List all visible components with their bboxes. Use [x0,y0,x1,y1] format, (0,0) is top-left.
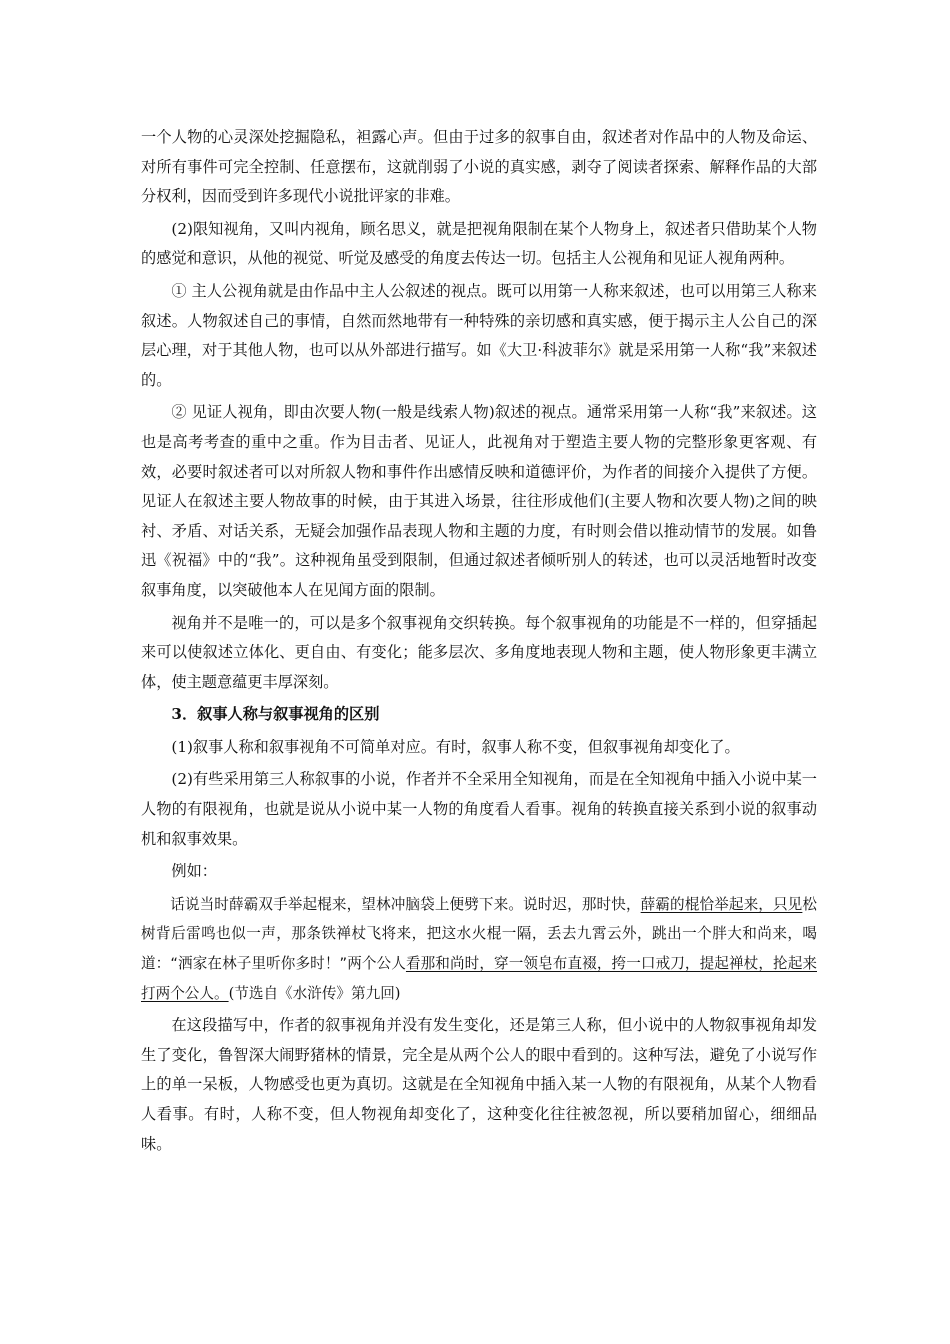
section-heading-3: 3．叙事人称与叙事视角的区别 [171,705,380,724]
paragraph-limited-view: (2)限知视角，又叫内视角，顾名思义，就是把视角限制在某个人物身上，叙述者只借助某个人物的感觉和意识，从他的视觉、听觉及感受的角度去传达一切。包括主人公视角和见证人视角两种。 [141,219,817,268]
paragraph-example-label: 例如： [171,862,217,881]
paragraph-point-2: (2)有些采用第三人称叙事的小说，作者并不全采用全知视角，而是在全知视角中插入小说中某一人物的有限视角，也就是说从小说中某一人物的角度看人看事。视角的转换直接关系到小说的叙事动机和叙事效果。 [141,770,817,848]
quote-text-1: 话说当时薛霸双手举起棍来，望林冲脑袋上便劈下来。说时迟，那时快， [170,895,641,913]
quote-underlined-2: 看那和尚时，穿一领皂布直裰，挎一口戒刀，提起禅杖，抡起来打两个公人。 [141,955,817,1002]
document-page [141,123,817,1162]
quote-source: (节选自《水浒传》第九回) [228,984,401,1002]
quote-shuihu-excerpt [141,890,817,1008]
paragraph-protagonist-view: ① 主人公视角就是由作品中主人公叙述的视点。既可以用第一人称来叙述，也可以用第三人称来叙述。人物叙述自己的事情，自然而然地带有一种特殊的亲切感和真实感，便于揭示主人公自己的深层心理，对于其他人物，也可以从外部进行描写。如《大卫·科波菲尔》就是采用第一人称“我”来叙述的。 [141,281,817,389]
paragraph-witness-view: ② 见证人视角，即由次要人物(一般是线索人物)叙述的视点。通常采用第一人称“我”来叙述。这也是高考考查的重中之重。作为目击者、见证人，此视角对于塑造主要人物的完整形象更客观、有效，必要时叙述者可以对所叙人物和事件作出感情反映和道德评价，为作者的间接介入提供了方便。见证人在叙述主要人物故事的时候，由于其进入场景，往往形成他们(主要人物和次要人物)之间的映衬、矛盾、对话关系，无疑会加强作品表现人物和主题的力度，有时则会借以推动情节的发展。如鲁迅《祝福》中的“我”。这种视角虽受到限制，但通过叙述者倾听别人的转述，也可以灵活地暂时改变叙事角度，以突破他本人在见闻方面的限制。 [141,403,817,599]
quote-underlined-1: 薛霸的棍恰举起来，只见 [640,895,803,913]
paragraph-analysis: 在这段描写中，作者的叙事视角并没有发生变化，还是第三人称，但小说中的人物叙事视角却发生了变化，鲁智深大闹野猪林的情景，完全是从两个公人的眼中看到的。这种写法，避免了小说写作上的单一呆板，人物感受也更为真切。这就是在全知视角中插入某一人物的有限视角，从某个人物看人看事。有时，人称不变，但人物视角却变化了，这种变化往往被忽视，所以要稍加留心，细细品味。 [141,1016,817,1153]
paragraph-point-1: (1)叙事人称和叙事视角不可简单对应。有时，叙事人称不变，但叙事视角却变化了。 [171,737,740,756]
quote-text-2: 松树背后雷鸣也似一声，那条铁禅杖飞将来，把这水火棍一隔，丢去九霄云外，跳出一个胖大和尚来，喝道：“洒家在林子里听你多时！”两个公人 [141,895,817,973]
paragraph-omniscient-criticism: 一个人物的心灵深处挖掘隐私，袒露心声。但由于过多的叙事自由，叙述者对作品中的人物及命运、对所有事件可完全控制、任意摆布，这就削弱了小说的真实感，剥夺了阅读者探索、解释作品的大部分权利，因而受到许多现代小说批评家的非难。 [141,128,817,206]
paragraph-multiple-views: 视角并不是唯一的，可以是多个叙事视角交织转换。每个叙事视角的功能是不一样的，但穿插起来可以使叙述立体化、更自由、有变化；能多层次、多角度地表现人物和主题，使人物形象更丰满立体，使主题意蕴更丰厚深刻。 [141,613,817,691]
